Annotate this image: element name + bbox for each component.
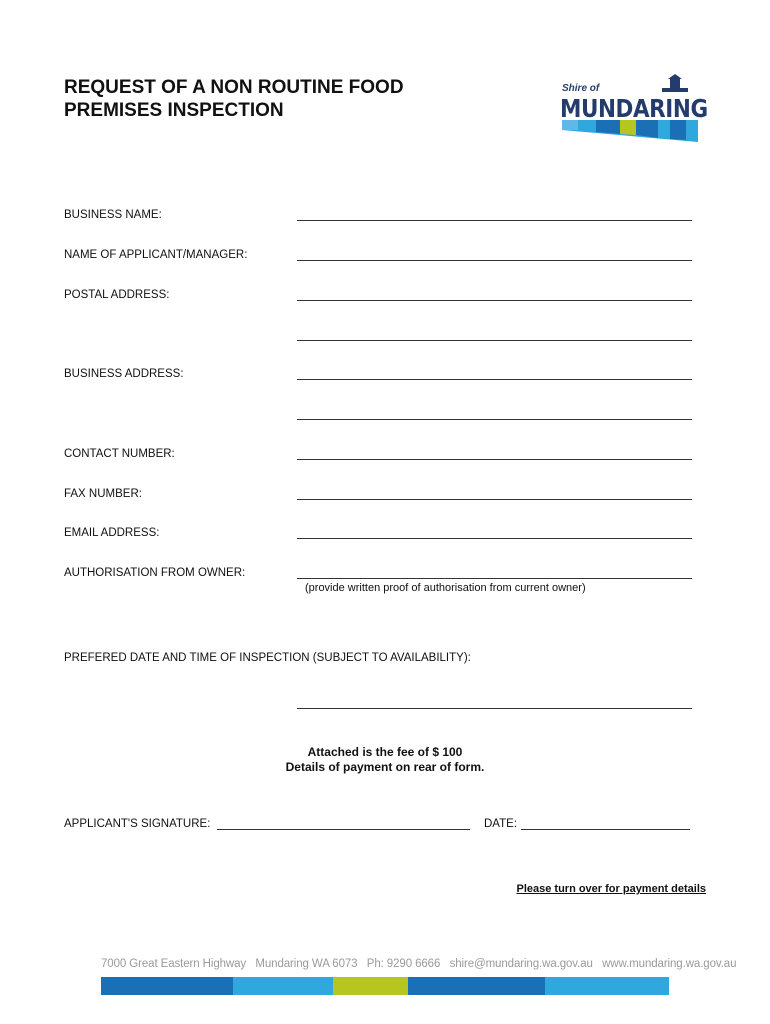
footer-contact: [101, 958, 737, 970]
preferred-date-label: PREFERED DATE AND TIME OF INSPECTION (SUBJECT TO AVAILABILITY):: [64, 652, 471, 664]
business-address-field-2[interactable]: [297, 419, 692, 420]
applicant-signature-field[interactable]: [217, 829, 470, 830]
title-line-1: REQUEST OF A NON ROUTINE FOOD: [64, 77, 404, 98]
preferred-date-field[interactable]: [297, 708, 692, 709]
logo-shire-of: Shire of: [562, 83, 600, 94]
business-address-label: BUSINESS ADDRESS:: [64, 368, 184, 380]
footer-bar-segment-2: [233, 977, 333, 995]
authorisation-label: AUTHORISATION FROM OWNER:: [64, 567, 246, 579]
footer-town: Mundaring WA 6073: [255, 958, 358, 970]
turn-over-note: Please turn over for payment details: [516, 883, 706, 895]
email-address-field[interactable]: [297, 538, 692, 539]
postal-address-field-2[interactable]: [297, 340, 692, 341]
postal-address-label: POSTAL ADDRESS:: [64, 289, 170, 301]
business-name-field[interactable]: [297, 220, 692, 221]
footer-phone: Ph: 9290 6666: [366, 958, 441, 970]
fee-line-2: Details of payment on rear of form.: [285, 760, 485, 774]
postal-address-field-1[interactable]: [297, 300, 692, 301]
fee-notice: [0, 745, 770, 775]
footer-website[interactable]: www.mundaring.wa.gov.au: [602, 958, 737, 970]
footer-email[interactable]: shire@mundaring.wa.gov.au: [449, 958, 593, 970]
page-title: [64, 76, 484, 122]
authorisation-field[interactable]: [297, 578, 692, 579]
business-address-field-1[interactable]: [297, 379, 692, 380]
contact-number-label: CONTACT NUMBER:: [64, 448, 175, 460]
fax-number-label: FAX NUMBER:: [64, 488, 142, 500]
footer-bar-segment-3: [333, 977, 408, 995]
footer-address: 7000 Great Eastern Highway: [101, 958, 247, 970]
applicant-signature-label: APPLICANT'S SIGNATURE:: [64, 818, 211, 830]
authorisation-note: (provide written proof of authorisation from current owner): [305, 582, 586, 594]
logo-name: MUNDARING: [560, 94, 708, 123]
email-address-label: EMAIL ADDRESS:: [64, 527, 160, 539]
footer-bar-segment-4: [408, 977, 545, 995]
fee-line-1: Attached is the fee of $ 100: [307, 745, 463, 759]
fax-number-field[interactable]: [297, 499, 692, 500]
footer-bar-segment-5: [545, 977, 669, 995]
contact-number-field[interactable]: [297, 459, 692, 460]
shire-logo: [558, 74, 708, 146]
business-name-label: BUSINESS NAME:: [64, 209, 162, 221]
date-field[interactable]: [521, 829, 690, 830]
date-label: DATE:: [484, 818, 518, 830]
footer-bar-segment-1: [101, 977, 233, 995]
applicant-name-field[interactable]: [297, 260, 692, 261]
title-line-2: PREMISES INSPECTION: [64, 100, 284, 121]
applicant-name-label: NAME OF APPLICANT/MANAGER:: [64, 249, 248, 261]
